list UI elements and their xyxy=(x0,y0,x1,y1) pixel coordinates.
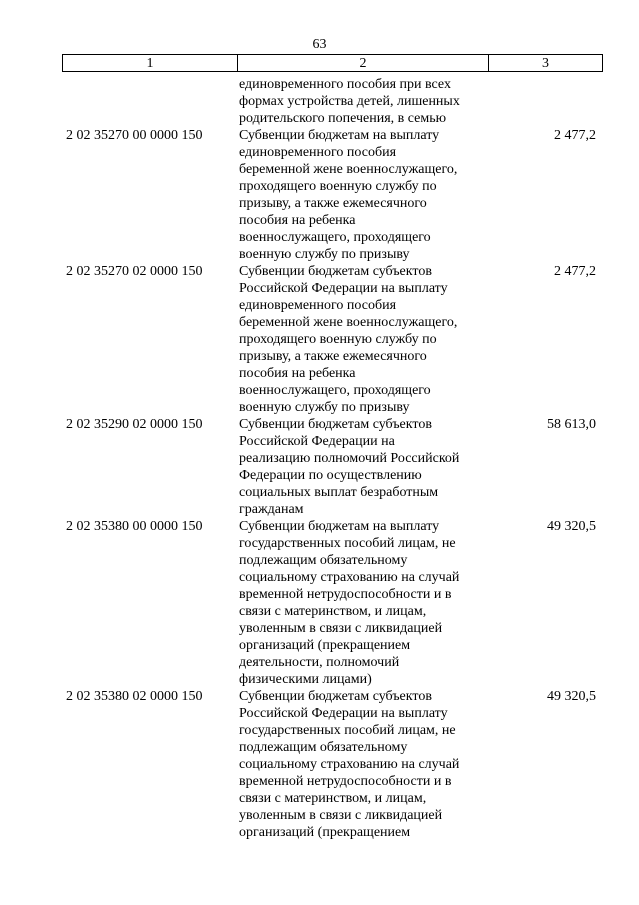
name-line: социальных выплат безработным xyxy=(239,485,439,500)
row-name xyxy=(237,263,488,416)
name-line: военнослужащего, проходящего xyxy=(239,230,431,245)
page-number: 63 xyxy=(312,37,327,52)
row-code: 2 02 35290 02 0000 150 xyxy=(66,417,203,432)
name-line: организаций (прекращением xyxy=(239,825,411,840)
row-value: 2 477,2 xyxy=(554,128,596,143)
name-line: Российской Федерации на выплату xyxy=(239,281,448,296)
name-line: государственных пособий лицам, не xyxy=(239,723,456,738)
table-row xyxy=(62,263,602,416)
name-line: уволенным в связи с ликвидацией xyxy=(239,621,443,636)
continuation-row xyxy=(62,76,602,127)
name-line: Российской Федерации на xyxy=(239,434,395,449)
name-line: Субвенции бюджетам субъектов xyxy=(239,689,432,704)
name-line: проходящего военную службу по xyxy=(239,179,437,194)
name-line: государственных пособий лицам, не xyxy=(239,536,456,551)
name-line: Субвенции бюджетам на выплату xyxy=(239,519,440,534)
name-line: единовременного пособия xyxy=(239,145,397,160)
name-line: военную службу по призыву xyxy=(239,247,410,262)
row-code: 2 02 35270 02 0000 150 xyxy=(66,264,203,279)
row-value: 49 320,5 xyxy=(547,689,596,704)
name-line: родительского попечения, в семью xyxy=(239,111,447,126)
name-line: социальному страхованию на случай xyxy=(239,757,460,772)
row-name xyxy=(237,76,488,127)
row-code xyxy=(62,76,237,127)
name-line: пособия на ребенка xyxy=(239,366,356,381)
column-header-table xyxy=(62,54,603,72)
row-value: 49 320,5 xyxy=(547,519,596,534)
column-header-row xyxy=(63,55,603,72)
name-line: призыву, а также ежемесячного xyxy=(239,196,427,211)
column-header-3: 3 xyxy=(489,55,603,72)
column-header-1: 1 xyxy=(63,55,238,72)
row-code: 2 02 35380 02 0000 150 xyxy=(66,689,203,704)
name-line: формах устройства детей, лишенных xyxy=(239,94,460,109)
name-line: временной нетрудоспособности и в xyxy=(239,587,452,602)
name-line: реализацию полномочий Российской xyxy=(239,451,460,466)
row-value: 2 477,2 xyxy=(554,264,596,279)
name-line: Субвенции бюджетам на выплату xyxy=(239,128,440,143)
name-line: беременной жене военнослужащего, xyxy=(239,162,458,177)
name-line: Российской Федерации на выплату xyxy=(239,706,448,721)
name-line: подлежащим обязательному xyxy=(239,553,408,568)
name-line: подлежащим обязательному xyxy=(239,740,408,755)
row-value: 58 613,0 xyxy=(547,417,596,432)
row-name xyxy=(237,688,488,841)
name-line: проходящего военную службу по xyxy=(239,332,437,347)
name-line: социальному страхованию на случай xyxy=(239,570,460,585)
row-name xyxy=(237,127,488,263)
table-row xyxy=(62,518,602,688)
name-line: организаций (прекращением xyxy=(239,638,411,653)
name-line: Субвенции бюджетам субъектов xyxy=(239,264,432,279)
budget-table-body xyxy=(62,76,602,841)
name-line: Федерации по осуществлению xyxy=(239,468,422,483)
row-code: 2 02 35380 00 0000 150 xyxy=(66,519,203,534)
name-line: Субвенции бюджетам субъектов xyxy=(239,417,432,432)
name-line: призыву, а также ежемесячного xyxy=(239,349,427,364)
name-line: связи с материнством, и лицам, xyxy=(239,604,427,619)
name-line: физическими лицами) xyxy=(239,672,372,687)
column-header-2: 2 xyxy=(238,55,489,72)
name-line: гражданам xyxy=(239,502,304,517)
name-line: временной нетрудоспособности и в xyxy=(239,774,452,789)
row-value xyxy=(488,76,602,127)
name-line: единовременного пособия при всех xyxy=(239,77,451,92)
row-name xyxy=(237,518,488,688)
name-line: уволенным в связи с ликвидацией xyxy=(239,808,443,823)
name-line: военнослужащего, проходящего xyxy=(239,383,431,398)
name-line: деятельности, полномочий xyxy=(239,655,400,670)
table-row xyxy=(62,416,602,518)
table-row xyxy=(62,127,602,263)
name-line: беременной жене военнослужащего, xyxy=(239,315,458,330)
name-line: связи с материнством, и лицам, xyxy=(239,791,427,806)
name-line: военную службу по призыву xyxy=(239,400,410,415)
name-line: единовременного пособия xyxy=(239,298,397,313)
name-line: пособия на ребенка xyxy=(239,213,356,228)
row-code: 2 02 35270 00 0000 150 xyxy=(66,128,203,143)
table-row xyxy=(62,688,602,841)
row-name xyxy=(237,416,488,518)
